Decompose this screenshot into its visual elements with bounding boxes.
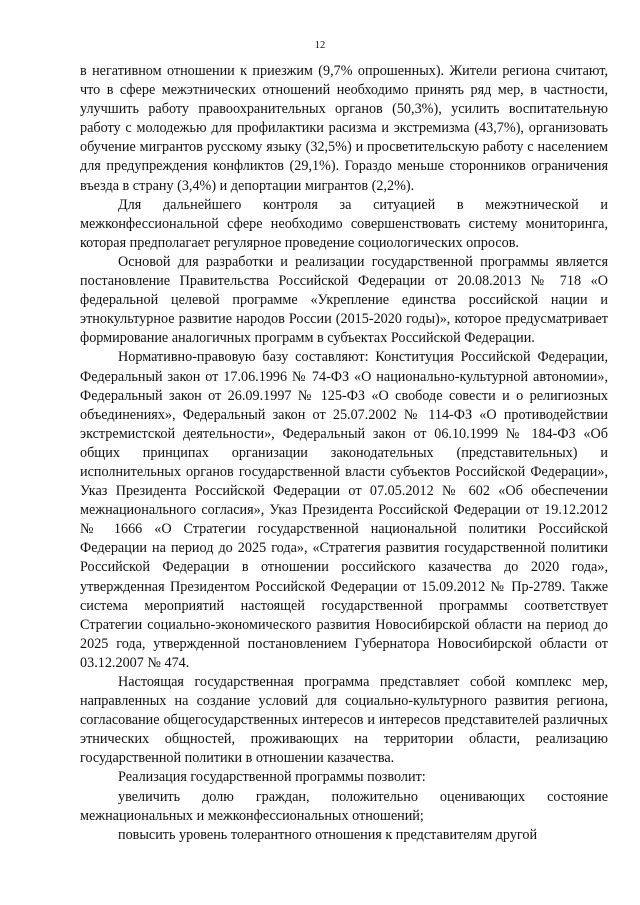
paragraph-monitoring: Для дальнейшего контроля за ситуацией в межэтнической и межконфессиональной сфере необходимо совершенствовать систему мониторинга, которая предполагает регулярное проведение социологических опросов. xyxy=(80,196,608,251)
paragraph-outcome-1: увеличить долю граждан, положительно оценивающих состояние межнациональных и межконфессиональных отношений; xyxy=(80,788,608,824)
paragraph-program-description: Настоящая государственная программа представляет собой комплекс мер, направленных на создание условий для социально-культурного развития региона, согласование общегосударственных интересов и интересов представителей различных этнических общностей, проживающих на территории области, реализацию государственной политики в отношении казачества. xyxy=(80,674,608,767)
paragraph-survey-results: в негативном отношении к приезжим (9,7% опрошенных). Жители региона считают, что в сфере межэтнических отношений необходимо принять ряд мер, в частности, улучшить работу правоохранительных органов (50,3%), усилить воспитательную работу с молодежью для профилактики расизма и экстремизма (43,7%), организовать обучение мигрантов русскому языку (32,5%) и просветительскую работу с населением для предупреждения конфликтов (29,1%). Гораздо меньше сторонников ограничения въезда в страну (3,4%) и депортации мигрантов (2,2%). xyxy=(80,63,608,194)
paragraph-legal-framework: Нормативно-правовую базу составляют: Конституция Российской Федерации, Федеральный закон от 17.06.1996 № 74-ФЗ «О национально-культурной автономии», Федеральный закон от 26.09.1997 № 125-ФЗ «О свободе совести и о религиозных объединениях», Федеральный закон от 25.07.2002 № 114-ФЗ «О противодействии экстремистской деятельности», Федеральный закон от 06.10.1999 № 184-ФЗ «Об общих принципах организации законодательных (представительных) и исполнительных органов государственной власти субъектов Российской Федерации», Указ Президента Российской Федерации от 07.05.2012 № 602 «Об обеспечении межнационального согласия», Указ Президента Российской Федерации от 19.12.2012 № 1666 «О Стратегии государственной национальной политики Российской Федерации на период до 2025 года», «Стратегия развития государственной политики Российской Федерации в отношении российского казачества до 2020 года», утвержденная Президентом Российской Федерации от 15.09.2012 № Пр-2789. Также система мероприятий настоящей государственной программы соответствует Стратегии социально-экономического развития Новосибирской области на период до 2025 года, утвержденной постановлением Губернатора Новосибирской области от 03.12.2007 № 474. xyxy=(80,349,608,671)
page-number: 12 xyxy=(314,40,326,51)
paragraph-outcome-2: повысить уровень толерантного отношения к представителям другой xyxy=(118,826,538,843)
paragraph-program-outcomes-intro: Реализация государственной программы позволит: xyxy=(118,769,426,786)
document-body xyxy=(80,62,608,845)
paragraph-program-basis: Основой для разработки и реализации государственной программы является постановление Правительства Российской Федерации от 20.08.2013 № 718 «О федеральной целевой программе «Укрепление единства российской нации и этнокультурное развитие народов России (2015-2020 годы)», которое предусматривает формирование аналогичных программ в субъектах Российской Федерации. xyxy=(80,253,608,347)
